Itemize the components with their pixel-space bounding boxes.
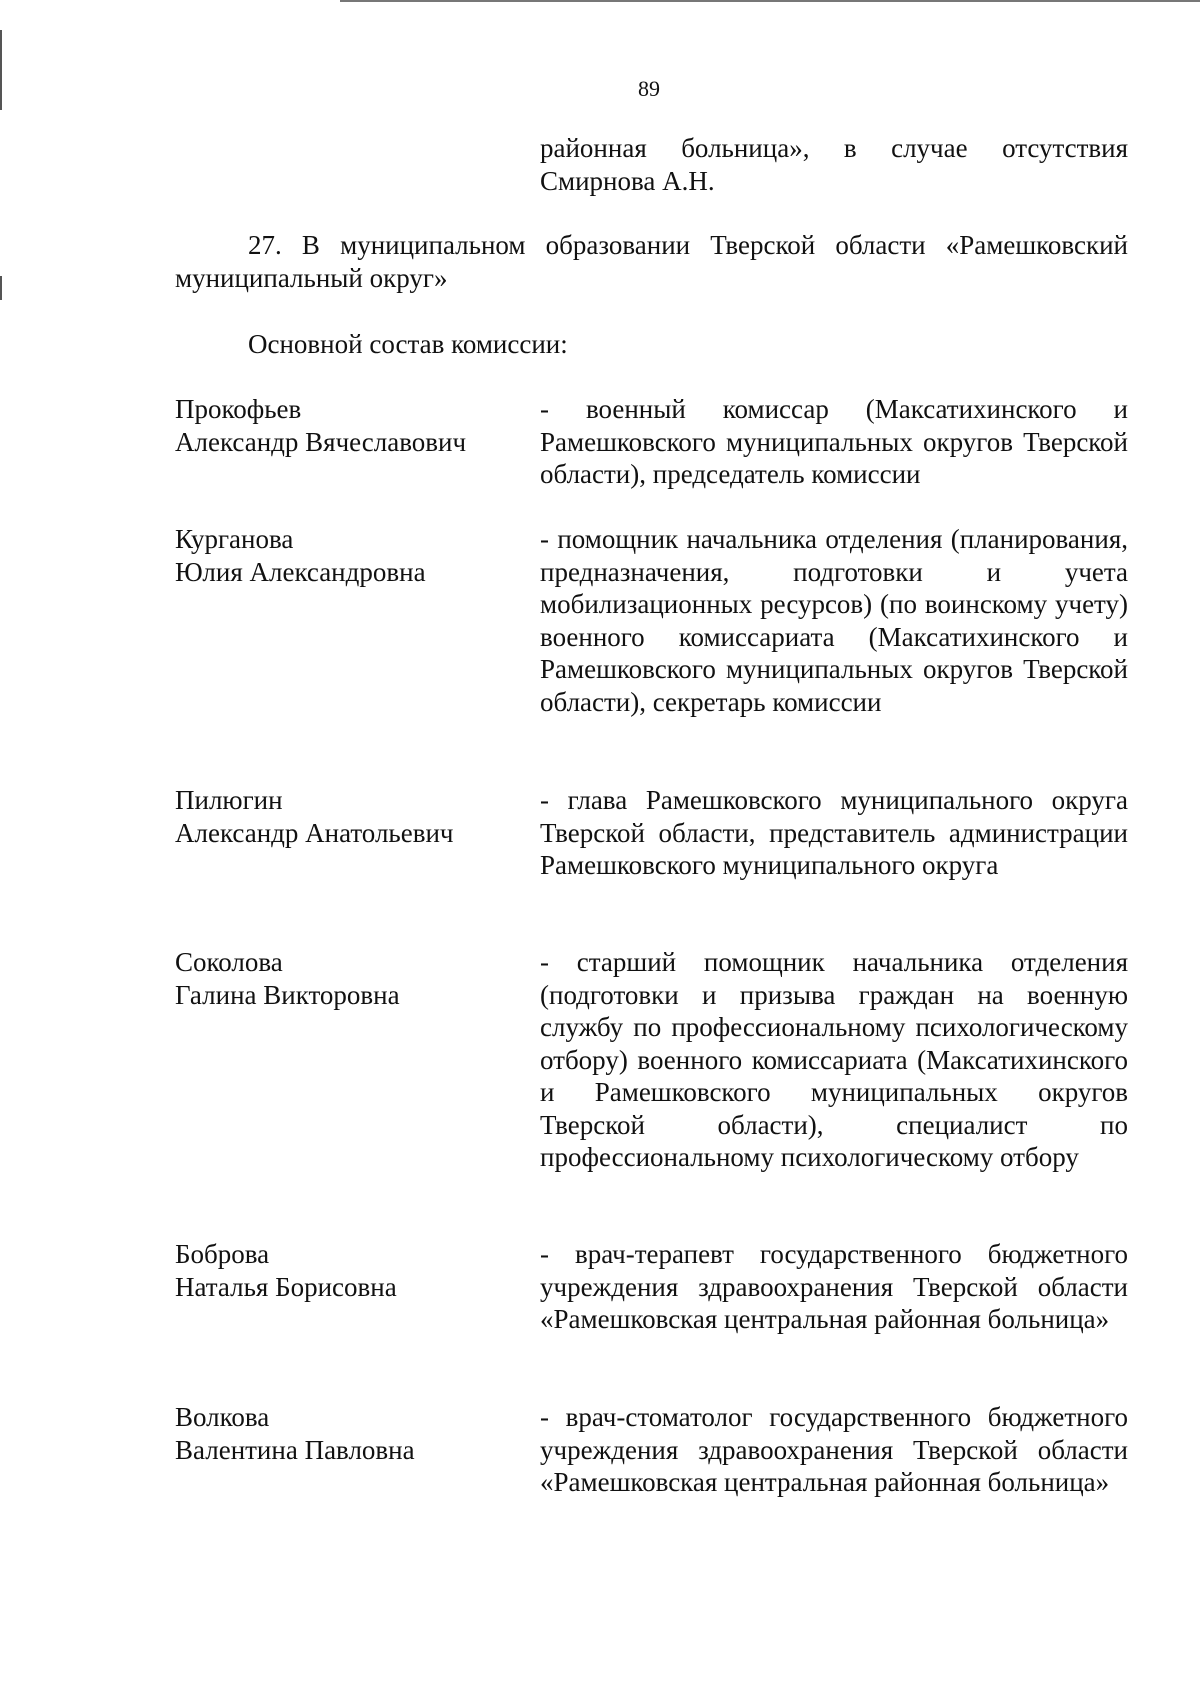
member-surname: Боброва (175, 1239, 270, 1269)
member-role: - врач-терапевт государственного бюджетного учреждения здравоохранения Тверской области «Рамешковская центральная районная больница» (540, 1239, 1128, 1334)
member-surname: Пилюгин (175, 785, 283, 815)
member-role: - врач-стоматолог государственного бюджетного учреждения здравоохранения Тверской области «Рамешковская центральная районная больница» (540, 1402, 1128, 1497)
page-number: 89 (638, 76, 660, 101)
member-name (175, 784, 515, 849)
scan-top-edge (340, 0, 1200, 2)
member-role: - глава Рамешковского муниципального округа Тверской области, представитель администрации Рамешковского муниципального округа (540, 785, 1128, 880)
section-heading: 27. В муниципальном образовании Тверской области «Рамешковский муниципальный округ» (175, 230, 1128, 293)
scan-left-edge-mark (0, 276, 2, 300)
member-given-names: Валентина Павловна (175, 1434, 415, 1465)
member-name (175, 946, 515, 1011)
composition-label: Основной состав комиссии: (248, 329, 568, 359)
member-role: - военный комиссар (Максатихинского и Рамешковского муниципальных округов Тверской области), председатель комиссии (540, 394, 1128, 489)
member-given-names: Галина Викторовна (175, 979, 400, 1010)
member-name (175, 1401, 515, 1466)
member-given-names: Юлия Александровна (175, 556, 426, 587)
member-role: - помощник начальника отделения (планирования, предназначения, подготовки и учета мобилизационных ресурсов) (по воинскому учету) военного комиссариата (Максатихинского и Рамешковского муниципальных округов Тверской области), секретарь комиссии (540, 524, 1128, 717)
member-name (175, 523, 515, 588)
member-given-names: Александр Анатольевич (175, 817, 454, 848)
member-surname: Соколова (175, 947, 283, 977)
member-given-names: Наталья Борисовна (175, 1271, 397, 1302)
member-surname: Волкова (175, 1402, 270, 1432)
member-given-names: Александр Вячеславович (175, 426, 467, 457)
member-name (175, 393, 515, 458)
member-name (175, 1238, 515, 1303)
member-surname: Прокофьев (175, 394, 302, 424)
member-surname: Курганова (175, 524, 294, 554)
member-role: - старший помощник начальника отделения (подготовки и призыва граждан на военную службу по профессиональному психологическому отбору) военного комиссариата (Максатихинского и Рамешковского муниципальных округов Тверской области), специалист по профессиональному психологическому отбору (540, 947, 1128, 1172)
continuation-text: районная больница», в случае отсутствия Смирнова А.Н. (540, 133, 1128, 196)
